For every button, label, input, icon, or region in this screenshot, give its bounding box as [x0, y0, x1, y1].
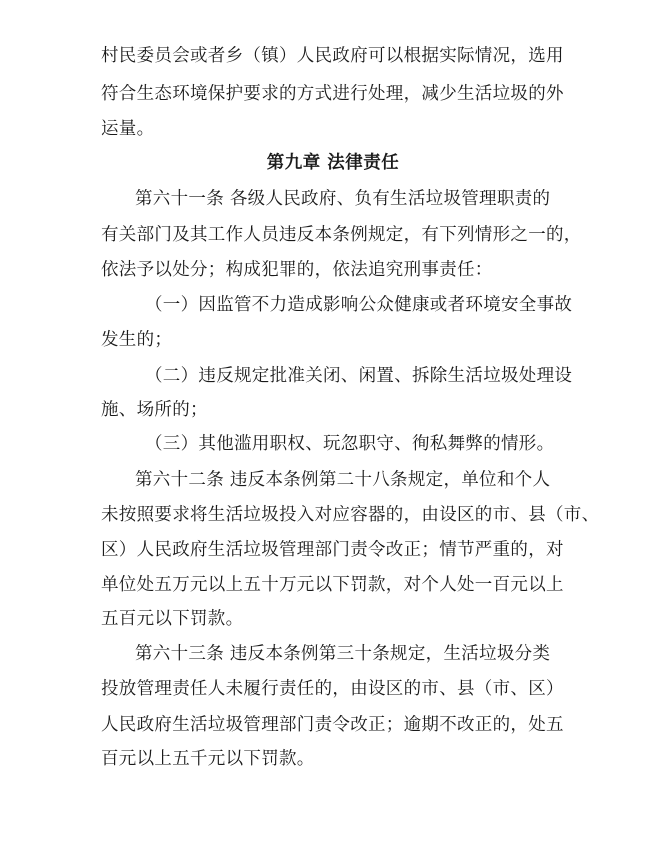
text-line: 区）人民政府生活垃圾管理部门责令改正；情节严重的，对	[101, 540, 564, 560]
text-line: 村民委员会或者乡（镇）人民政府可以根据实际情况，选用	[101, 46, 564, 66]
article-62-line: 第六十二条 违反本条例第二十八条规定，单位和个人	[135, 470, 551, 490]
text-line: 五百元以下罚款。	[101, 609, 244, 629]
chapter-title: 第九章 法律责任	[266, 153, 400, 173]
article-63-line: 第六十三条 违反本条例第三十条规定，生活垃圾分类	[135, 644, 551, 664]
text-line: 未按照要求将生活垃圾投入对应容器的，由设区的市、县（市、	[101, 505, 600, 525]
text-line: 投放管理责任人未履行责任的，由设区的市、县（市、区）	[101, 679, 564, 699]
text-line: 百元以上五千元以下罚款。	[101, 749, 315, 769]
text-line: 施、场所的；	[101, 400, 208, 420]
text-line: 人民政府生活垃圾管理部门责令改正；逾期不改正的，处五	[101, 715, 564, 735]
text-line: 符合生态环境保护要求的方式进行处理，减少生活垃圾的外	[101, 84, 564, 104]
item-one-line: （一）因监管不力造成影响公众健康或者环境安全事故	[145, 295, 573, 315]
article-61-line: 第六十一条 各级人民政府、负有生活垃圾管理职责的	[135, 189, 551, 209]
text-line: 单位处五万元以上五十万元以下罚款，对个人处一百元以上	[101, 575, 564, 595]
item-three-line: （三）其他滥用职权、玩忽职守、徇私舞弊的情形。	[145, 434, 555, 454]
text-line: 运量。	[101, 119, 155, 139]
text-line: 有关部门及其工作人员违反本条例规定，有下列情形之一的，	[101, 225, 582, 245]
text-line: 依法予以处分；构成犯罪的，依法追究刑事责任：	[101, 260, 493, 280]
text-line: 发生的；	[101, 330, 173, 350]
item-two-line: （二）违反规定批准关闭、闲置、拆除生活垃圾处理设	[145, 366, 573, 386]
